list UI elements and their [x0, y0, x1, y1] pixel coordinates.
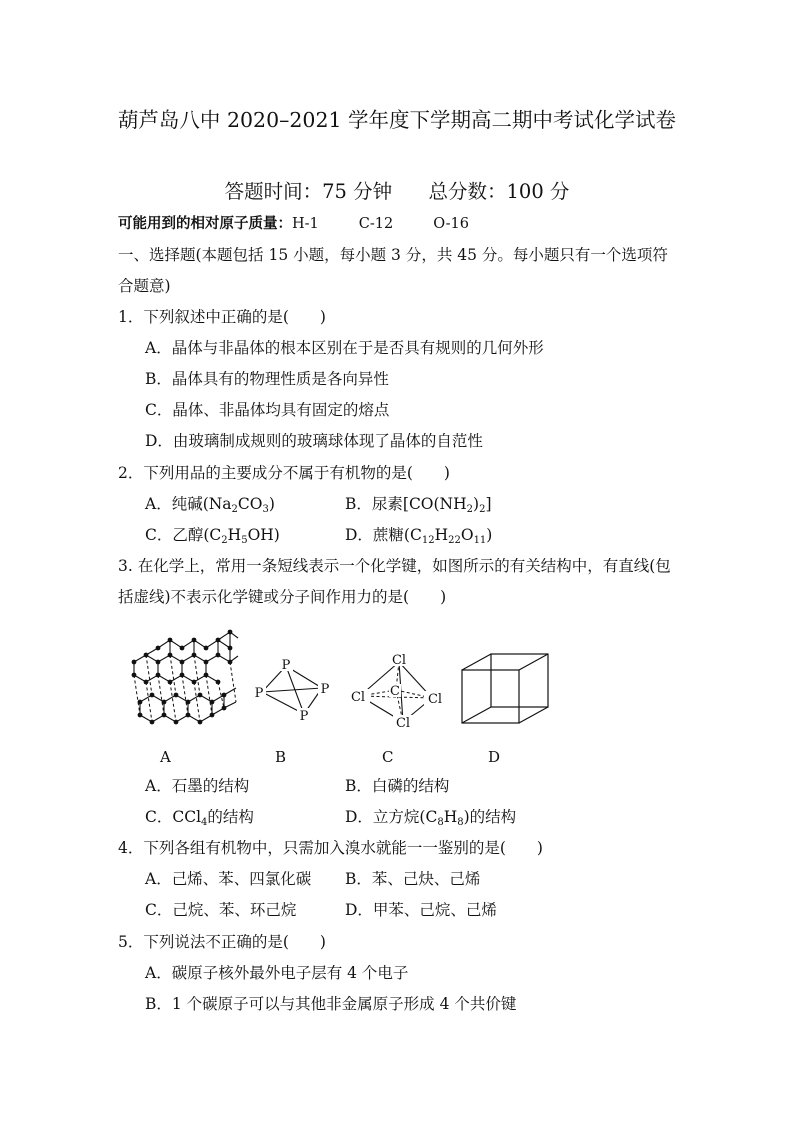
cubane-figure — [456, 650, 556, 728]
atomic-mass-h: H-1 — [292, 216, 319, 232]
atomic-mass-label: 可能用到的相对原子质量： — [118, 215, 292, 232]
svg-text:P: P — [320, 682, 330, 697]
figure-label-d: D — [488, 748, 501, 766]
figure-label-b: B — [275, 748, 287, 766]
q4-option-a: A．己烯、苯、四氯化碳 — [145, 870, 312, 888]
q2-option-c: C．乙醇$(C_2H_5OH)$ — [145, 526, 280, 546]
exam-time: 答题时间：75 分钟 — [224, 180, 393, 203]
svg-text:Cl: Cl — [391, 653, 407, 668]
q2-stem: 2．下列用品的主要成分不属于有机物的是( ) — [118, 464, 450, 482]
q1-stem: 1．下列叙述中正确的是( ) — [118, 308, 326, 326]
graphite-structure-figure — [126, 622, 244, 726]
q2-option-a: A．纯碱$(Na_2CO_3)$ — [145, 495, 275, 515]
atomic-mass-o: O-16 — [433, 216, 470, 232]
svg-text:Cl: Cl — [427, 692, 443, 707]
exam-info — [0, 179, 794, 205]
q3-stem: 3. 在化学上，常用一条短线表示一个化学键，如图所示的有关结构中，有直线(包 — [118, 557, 671, 575]
q2-option-b: B．尿素$[CO(NH_2)_2]$ — [345, 495, 492, 515]
svg-text:P: P — [281, 658, 291, 673]
ccl4-figure — [346, 648, 446, 738]
q4-option-b: B．苯、己炔、己烯 — [345, 870, 481, 888]
svg-text:Cl: Cl — [350, 690, 366, 705]
q3-option-d: D．立方烷$(C_8H_8)$的结构 — [345, 808, 517, 828]
q2-option-d: D．蔗糖$(C_{12}H_{22}O_{11})$ — [345, 526, 493, 546]
q1-option-b: B．晶体具有的物理性质是各向异性 — [145, 370, 389, 388]
white-phosphorus-figure — [248, 652, 338, 728]
q4-option-d: D．甲苯、己烷、己烯 — [345, 901, 497, 919]
q4-stem: 4．下列各组有机物中，只需加入溴水就能一一鉴别的是( ) — [118, 839, 543, 857]
atomic-mass-c: C-12 — [358, 216, 394, 232]
svg-text:P: P — [299, 709, 309, 724]
q5-stem: 5．下列说法不正确的是( ) — [118, 933, 326, 951]
svg-text:Cl: Cl — [395, 716, 411, 731]
figure-label-c: C — [382, 748, 394, 766]
atomic-mass-line — [118, 214, 469, 234]
q4-option-c: C．己烷、苯、环己烷 — [145, 901, 297, 919]
q3-option-b: B．白磷的结构 — [345, 777, 450, 795]
q1-option-d: D．由玻璃制成规则的玻璃球体现了晶体的自范性 — [145, 432, 483, 450]
section-heading-cont: 合题意) — [118, 277, 171, 295]
q3-option-a: A．石墨的结构 — [145, 777, 250, 795]
q3-stem-cont: 括虚线)不表示化学键或分子间作用力的是( ) — [118, 588, 447, 606]
exam-title: 葫芦岛八中 2020–2021 学年度下学期高二期中考试化学试卷 — [117, 108, 677, 132]
q5-option-a: A．碳原子核外最外电子层有 4 个电子 — [145, 964, 409, 982]
q1-option-c: C．晶体、非晶体均具有固定的熔点 — [145, 401, 390, 419]
exam-score: 总分数：100 分 — [428, 180, 570, 203]
section-heading: 一、选择题(本题包括 15 小题，每小题 3 分，共 45 分。每小题只有一个选项符 — [118, 246, 668, 264]
q5-option-b: B．1 个碳原子可以与其他非金属原子形成 4 个共价键 — [145, 995, 517, 1013]
figure-label-a: A — [160, 748, 171, 766]
svg-text:P: P — [254, 686, 264, 701]
q3-option-c: C．CCl$_4$的结构 — [145, 808, 254, 828]
svg-text:C: C — [390, 684, 400, 699]
q1-option-a: A．晶体与非晶体的根本区别在于是否具有规则的几何外形 — [145, 339, 544, 357]
